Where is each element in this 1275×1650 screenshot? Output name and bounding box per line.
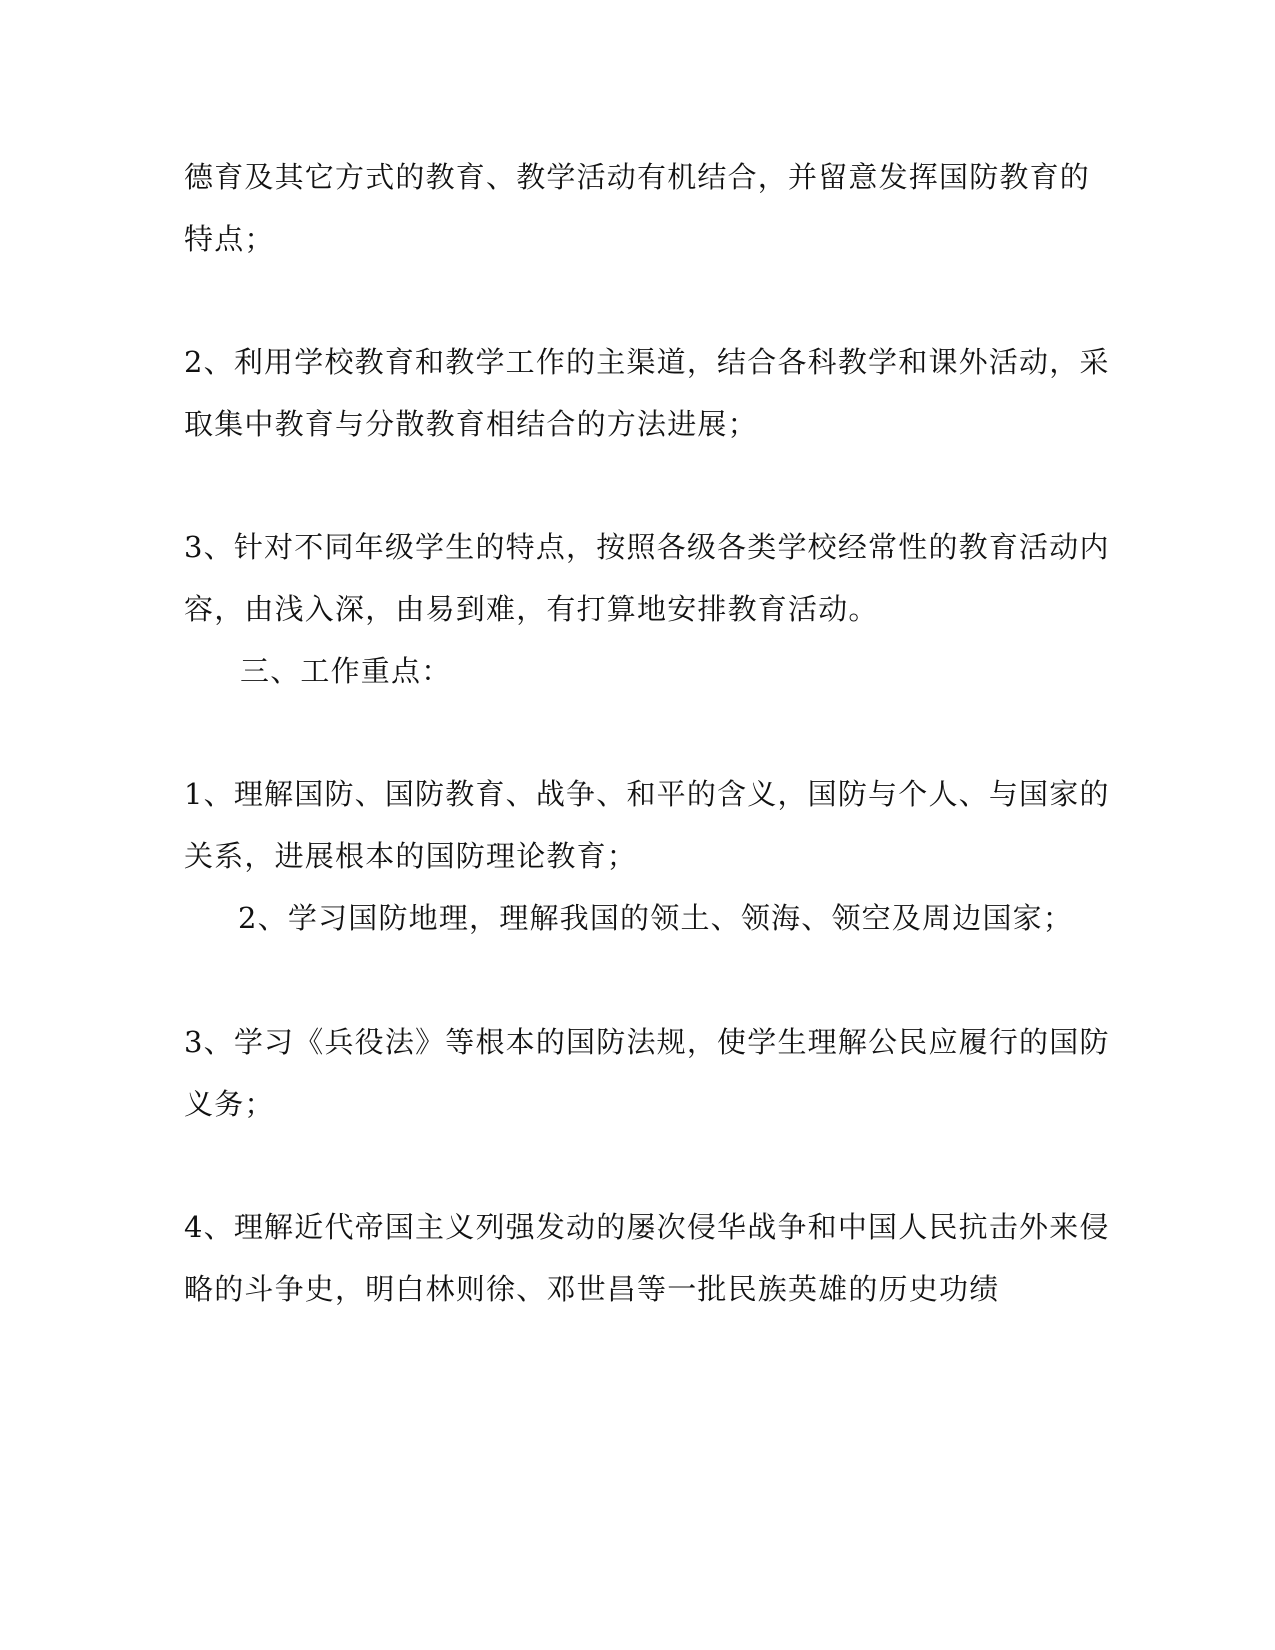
list-item-line: 2、学习国防地理，理解我国的领土、领海、领空及周边国家； xyxy=(238,901,1074,935)
paragraph-line: 关系，进展根本的国防理论教育； xyxy=(184,839,638,873)
list-item-line: 3、学习《兵役法》等根本的国防法规，使学生理解公民应履行的国防 xyxy=(184,1025,1110,1059)
section-heading: 三、工作重点： xyxy=(240,654,452,688)
list-item-line: 4、理解近代帝国主义列强发动的屡次侵华战争和中国人民抗击外来侵 xyxy=(184,1210,1110,1244)
list-item-line: 2、利用学校教育和教学工作的主渠道，结合各科教学和课外活动，采 xyxy=(184,345,1110,379)
paragraph-line: 德育及其它方式的教育、教学活动有机结合，并留意发挥国防教育的 xyxy=(184,160,1091,194)
list-item-line: 1、理解国防、国防教育、战争、和平的含义，国防与个人、与国家的 xyxy=(184,777,1110,811)
paragraph-line: 特点； xyxy=(184,222,275,256)
list-item-line: 3、针对不同年级学生的特点，按照各级各类学校经常性的教育活动内 xyxy=(184,530,1110,564)
paragraph-line: 略的斗争史，明白林则徐、邓世昌等一批民族英雄的历史功绩 xyxy=(184,1272,1000,1306)
paragraph-line: 容，由浅入深，由易到难，有打算地安排教育活动。 xyxy=(184,592,879,626)
paragraph-line: 取集中教育与分散教育相结合的方法进展； xyxy=(184,407,758,441)
paragraph-line: 义务； xyxy=(184,1087,275,1121)
